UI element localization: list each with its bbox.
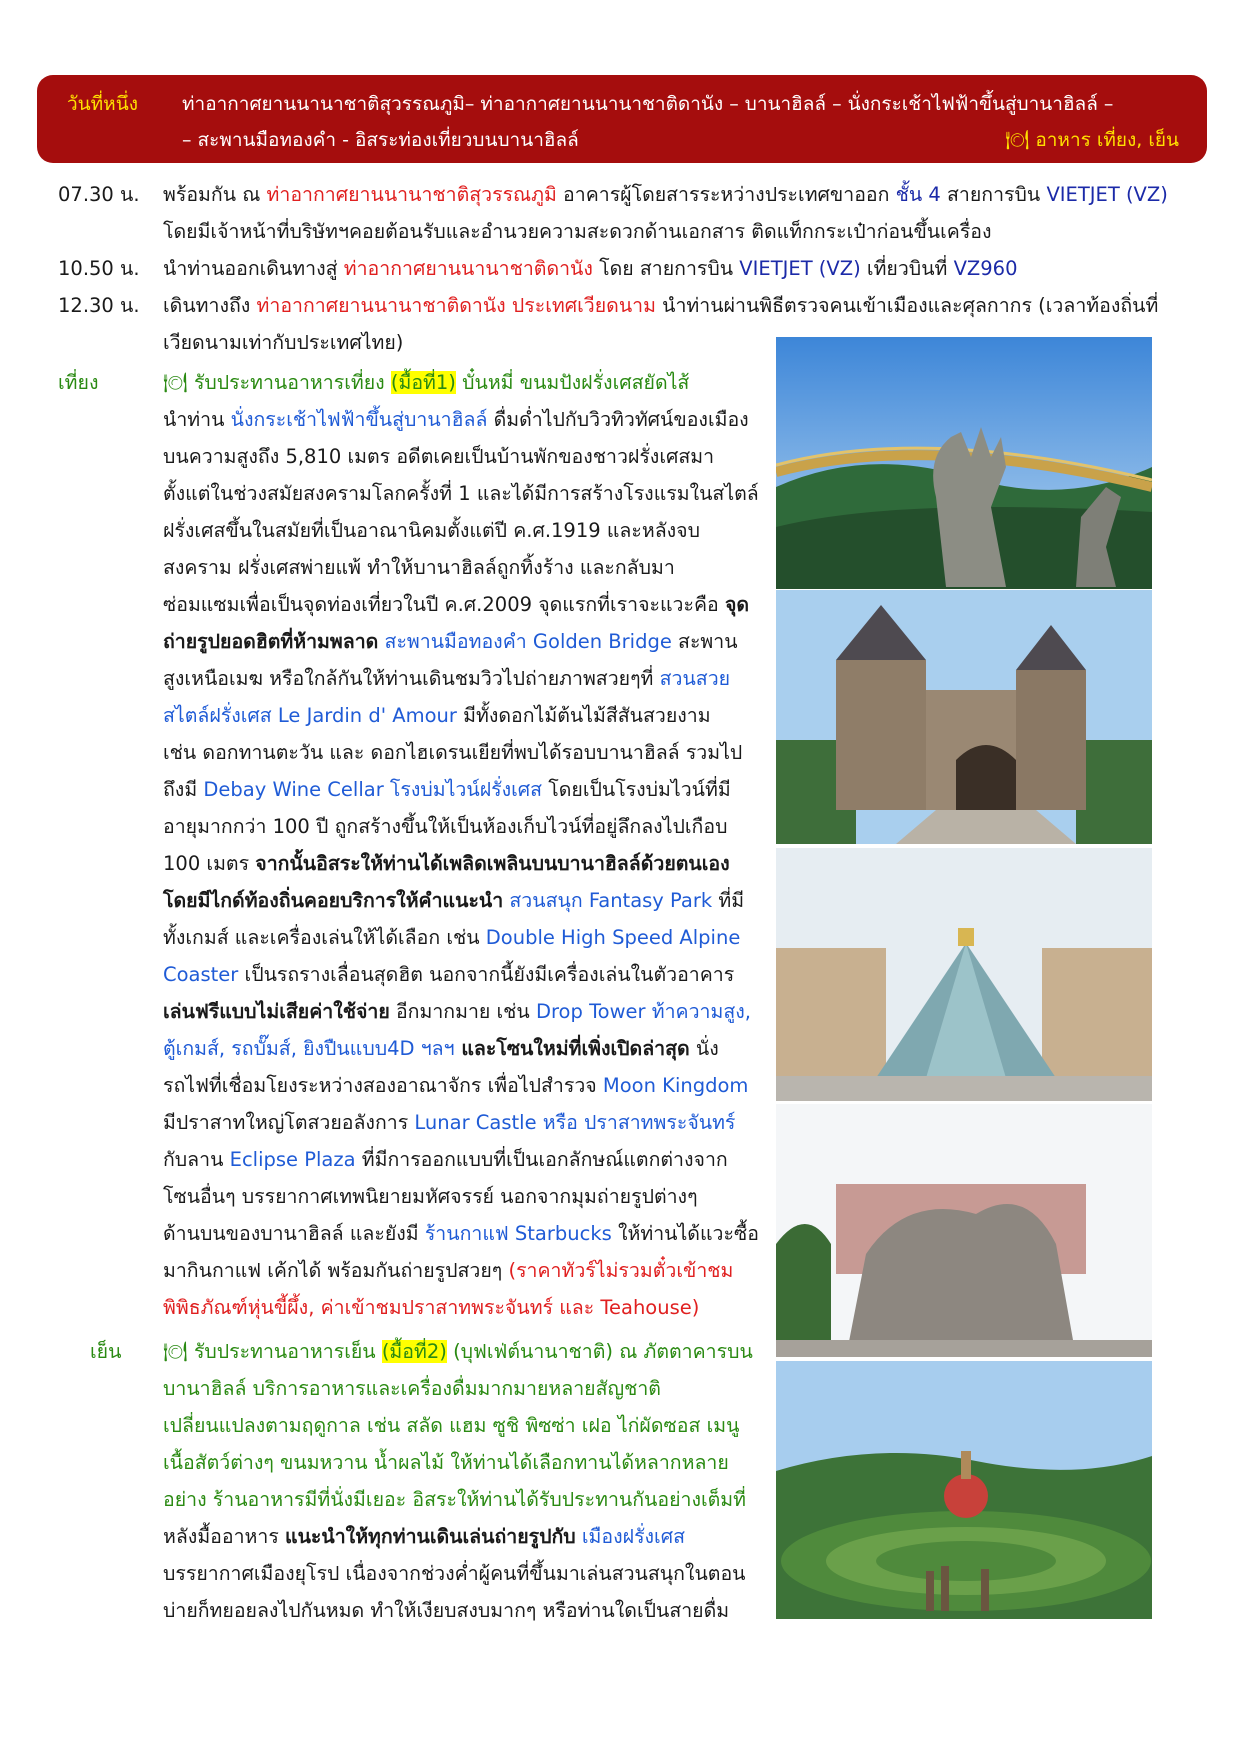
dinner-line: เนื้อสัตว์ต่างๆ ขนมหวาน น้ำผลไม้ ให้ท่านได้เลือกทานได้หลากหลาย (163, 1451, 729, 1474)
day-header-banner (37, 75, 1207, 163)
lunch-line: 🍽 รับประทานอาหารเที่ยง (มื้อที่1) บั๋นหมี่ ขนมปังฝรั่งเศสยัดไส้ (163, 371, 690, 394)
header-route-line-2: – สะพานมือทองคำ - อิสระท่องเที่ยวบนบานาฮิลล์ (182, 129, 579, 151)
day-label: วันที่หนึ่ง (67, 93, 138, 115)
body-line: รถไฟที่เชื่อมโยงระหว่างสองอาณาจักร เพื่อไปสำรวจ Moon Kingdom (163, 1074, 749, 1097)
body-line: สูงเหนือเมฆ หรือใกล้กันให้ท่านเดินชมวิวไปถ่ายภาพสวยๆที่ สวนสวย (163, 667, 731, 690)
body-line: Coaster เป็นรถรางเลื่อนสุดฮิต นอกจากนี้ยังมีเครื่องเล่นในตัวอาคาร (163, 963, 735, 986)
body-line: สงคราม ฝรั่งเศสพ่ายแพ้ ทำให้บานาฮิลล์ถูกทิ้งร้าง และกลับมา (163, 556, 675, 579)
body-line: พิพิธภัณฑ์หุ่นขี้ผึ้ง, ค่าเข้าชมปราสาทพระจันทร์ และ Teahouse) (163, 1296, 700, 1319)
body-line: ตั้งแต่ในช่วงสมัยสงครามโลกครั้งที่ 1 และได้มีการสร้างโรงแรมในสไตล์ (163, 482, 759, 505)
glass-pyramid-photo (776, 848, 1152, 1101)
schedule-line: เดินทางถึง ท่าอากาศยานนานาชาติดานัง ประเทศเวียดนาม นำท่านผ่านพิธีตรวจคนเข้าเมืองและศุลกากร (เวลาท้องถิ่นที่ (163, 294, 1159, 317)
body-line: 100 เมตร จากนั้นอิสระให้ท่านได้เพลิดเพลินบนบานาฮิลล์ด้วยตนเอง (163, 852, 730, 875)
dinner-line: บรรยากาศเมืองยุโรป เนื่องจากช่วงค่ำผู้คนที่ขึ้นมาเล่นสวนสนุกในตอน (163, 1562, 746, 1585)
castle-photo (776, 590, 1152, 844)
body-line: ซ่อมแซมเพื่อเป็นจุดท่องเที่ยวในปี ค.ศ.2009 จุดแรกที่เราจะแวะคือ จุด (163, 593, 750, 616)
body-line: ฝรั่งเศสขึ้นในสมัยที่เป็นอาณานิคมตั้งแต่ปี ค.ศ.1919 และหลังจบ (163, 519, 700, 542)
moon-kingdom-statue-photo (776, 1104, 1152, 1357)
body-line: กับลาน Eclipse Plaza ที่มีการออกแบบที่เป็นเอกลักษณ์แตกต่างจาก (163, 1148, 728, 1171)
body-line: เช่น ดอกทานตะวัน และ ดอกไฮเดรนเยียที่พบได้รอบบานาฮิลล์ รวมไป (163, 741, 743, 764)
body-line: ตู้เกมส์, รถบั๊มส์, ยิงปืนแบบ4D ฯลฯ และโซนใหม่ที่เพิ่งเปิดล่าสุด นั่ง (163, 1037, 719, 1060)
body-line: เล่นฟรีแบบไม่เสียค่าใช้จ่าย อีกมากมาย เช่น Drop Tower ท้าความสูง, (163, 1000, 751, 1023)
time-1050: 10.50 น. (58, 257, 140, 280)
body-line: ด้านบนของบานาฮิลล์ และยังมี ร้านกาแฟ Starbucks ให้ท่านได้แวะซื้อ (163, 1222, 759, 1245)
body-line: นำท่าน นั่งกระเช้าไฟฟ้าขึ้นสู่บานาฮิลล์ ดื่มด่ำไปกับวิวทิวทัศน์ของเมือง (163, 408, 749, 431)
dinner-line: อย่าง ร้านอาหารมีที่นั่งมีเยอะ อิสระให้ท่านได้รับประทานกันอย่างเต็มที่ (163, 1488, 747, 1511)
body-line: อายุมากกว่า 100 ปี ถูกสร้างขึ้นให้เป็นห้องเก็บไวน์ที่อยู่ลึกลงไปเกือบ (163, 815, 728, 838)
body-line: ถึงมี Debay Wine Cellar โรงบ่มไวน์ฝรั่งเศส โดยเป็นโรงบ่มไวน์ที่มี (163, 778, 731, 801)
lunch-label: เที่ยง (58, 371, 99, 394)
header-meals: 🍽 อาหาร เที่ยง, เย็น (1005, 129, 1179, 151)
dinner-line: หลังมื้ออาหาร แนะนำให้ทุกท่านเดินเล่นถ่ายรูปกับ เมืองฝรั่งเศส (163, 1525, 686, 1548)
time-1230: 12.30 น. (58, 294, 140, 317)
dinner-label: เย็น (90, 1340, 122, 1363)
header-route-line-1: ท่าอากาศยานนานาชาติสุวรรณภูมิ– ท่าอากาศยานนานาชาติดานัง – บานาฮิลล์ – นั่งกระเช้าไฟฟ้าขึ้นสู่บานาฮิลล์ – (182, 93, 1114, 115)
schedule-line: เวียดนามเท่ากับประเทศไทย) (163, 331, 404, 354)
body-line: โซนอื่นๆ บรรยากาศเทพนิยายมหัศจรรย์ นอกจากมุมถ่ายรูปต่างๆ (163, 1185, 698, 1208)
schedule-line: พร้อมกัน ณ ท่าอากาศยานนานาชาติสุวรรณภูมิ อาคารผู้โดยสารระหว่างประเทศขาออก ชั้น 4 สายการบิน VIETJET (VZ) (163, 183, 1168, 206)
body-line: ทั้งเกมส์ และเครื่องเล่นให้ได้เลือก เช่น Double High Speed Alpine (163, 926, 741, 949)
dinner-line: 🍽 รับประทานอาหารเย็น (มื้อที่2) (บุฟเฟ่ต์นานาชาติ) ณ ภัตตาคารบน (163, 1340, 753, 1363)
body-line: ถ่ายรูปยอดฮิตที่ห้ามพลาด สะพานมือทองคำ Golden Bridge สะพาน (163, 630, 738, 653)
schedule-line: โดยมีเจ้าหน้าที่บริษัทฯคอยต้อนรับและอำนวยความสะดวกด้านเอกสาร ติดแท็กกระเป๋าก่อนขึ้นเครื่อง (163, 220, 992, 243)
dinner-line: บานาฮิลล์ บริการอาหารและเครื่องดื่มมากมายหลายสัญชาติ (163, 1377, 661, 1400)
schedule-line: นำท่านออกเดินทางสู่ ท่าอากาศยานนานาชาติดานัง โดย สายการบิน VIETJET (VZ) เที่ยวบินที่ VZ960 (163, 257, 1018, 280)
dinner-line: บ่ายก็ทยอยลงไปกันหมด ทำให้เงียบสงบมากๆ หรือท่านใดเป็นสายดื่ม (163, 1599, 730, 1622)
french-garden-photo (776, 1361, 1152, 1619)
body-line: บนความสูงถึง 5,810 เมตร อดีตเคยเป็นบ้านพักของชาวฝรั่งเศสมา (163, 445, 715, 468)
body-line: มากินกาแฟ เค้กได้ พร้อมกันถ่ายรูปสวยๆ (ราคาทัวร์ไม่รวมตั๋วเข้าชม (163, 1259, 734, 1282)
body-line: สไตล์ฝรั่งเศส Le Jardin d' Amour มีทั้งดอกไม้ต้นไม้สีสันสวยงาม (163, 704, 711, 727)
body-line: โดยมีไกด์ท้องถิ่นคอยบริการให้คำแนะนำ สวนสนุก Fantasy Park ที่มี (163, 889, 745, 912)
body-line: มีปราสาทใหญ่โตสวยอลังการ Lunar Castle หรือ ปราสาทพระจันทร์ (163, 1111, 736, 1134)
dinner-line: เปลี่ยนแปลงตามฤดูกาล เช่น สลัด แฮม ซูชิ พิซซ่า เฝอ ไก่ผัดซอส เมนู (163, 1414, 740, 1437)
golden-bridge-photo (776, 337, 1152, 589)
time-0730: 07.30 น. (58, 183, 140, 206)
